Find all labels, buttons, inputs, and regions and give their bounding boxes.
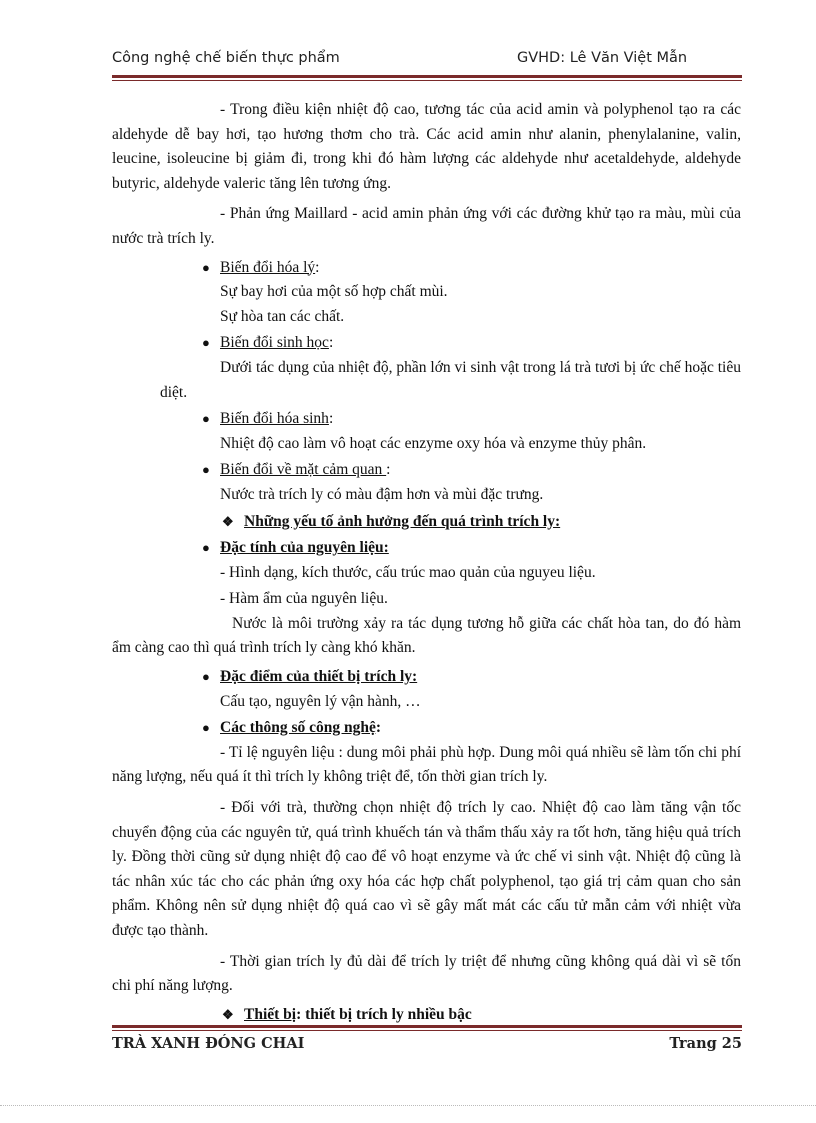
paragraph: Nước là môi trường xảy ra tác dụng tương hỗ giữa các chất hòa tan, do đó hàm ẩm càng cao thì quá trình trích ly càng khó khăn. xyxy=(112,614,741,657)
bullet-title: Đặc điểm của thiết bị trích ly: xyxy=(220,668,418,686)
diamond-bullet-icon: ❖ xyxy=(222,513,234,529)
paragraph: - Thời gian trích ly đủ dài để trích ly triệt để nhưng cũng không quá dài vì sẽ tốn chi phí năng lượng. xyxy=(112,952,741,995)
bullet-title: Các thông số công nghệ xyxy=(220,719,376,737)
bullet-title: Biến đổi hóa lý xyxy=(220,258,316,276)
header-rule-thin xyxy=(112,80,742,81)
page-footer xyxy=(112,1035,742,1057)
footer-rule xyxy=(112,1025,742,1028)
paragraph: - Tỉ lệ nguyên liệu : dung môi phải phù hợp. Dung môi quá nhiều sẽ làm tốn chi phí năng lượng, nếu quá ít thì trích ly không triệt để, tốn thời gian trích ly. xyxy=(112,743,741,786)
bullet-line: Sự bay hơi của một số hợp chất mùi. xyxy=(220,283,448,301)
bullet-title: Biến đổi về mặt cảm quan xyxy=(220,461,387,479)
bullet-line: Nhiệt độ cao làm vô hoạt các enzyme oxy hóa và enzyme thủy phân. xyxy=(220,434,647,452)
bullet-line: Nước trà trích ly có màu đậm hơn và mùi đặc trưng. xyxy=(220,485,544,503)
footer-document-title: TRÀ XANH ĐÓNG CHAI xyxy=(112,1035,305,1052)
bullet-item: ● Biến đổi về mặt cảm quan : xyxy=(112,458,741,483)
header-instructor: GVHD: Lê Văn Việt Mẫn xyxy=(517,50,688,66)
bullet-item xyxy=(112,665,741,690)
paragraph: - Trong điều kiện nhiệt độ cao, tương tác của acid amin và polyphenol tạo ra các aldehyde dễ bay hơi, tạo hương thơm cho trà. Các acid amin như alanin, phenylalanine, valin, leucine, isoleucine bị giảm đi, trong khi đó hàm lượng các aldehyde như acetaldehyde, aldehyde butyric, aldehyde valeric tăng lên tương ứng. xyxy=(112,101,741,192)
bullet-line: - Hàm ẩm của nguyên liệu. xyxy=(220,590,388,608)
bullet-item: ● Biến đổi hóa lý: xyxy=(112,256,741,281)
bullet-icon: ● xyxy=(202,720,210,736)
bullet-title: Biến đổi hóa sinh xyxy=(220,410,329,428)
bullet-icon: ● xyxy=(202,540,210,556)
bullet-line: - Hình dạng, kích thước, cấu trúc mao quản của nguyeu liệu. xyxy=(220,563,596,581)
bullet-icon: ● xyxy=(202,411,210,427)
bullet-icon: ● xyxy=(202,335,210,351)
paragraph: - Đối với trà, thường chọn nhiệt độ trích ly cao. Nhiệt độ cao làm tăng vận tốc chuyển động của các nguyên tử, quá trình khuếch tán và thẩm thấu xảy ra tốt hơn, tăng hiệu quả trích ly. Đồng thời cũng sử dụng nhiệt độ cao để vô hoạt enzyme và ức chế vi sinh vật. Nhiệt độ cũng là tác nhân xúc tác cho các phản ứng oxy hóa các hợp chất polyphenol, tạo giá trị cảm quan cho sản phẩm. Không nên sử dụng nhiệt độ quá cao vì sẽ gây mất mát các cấu tử mẫn cảm với nhiệt vừa được tạo thành. xyxy=(112,799,741,939)
page-edge-divider xyxy=(0,1105,816,1106)
bullet-item: ● Biến đổi hóa sinh: xyxy=(112,407,741,432)
bullet-icon: ● xyxy=(202,462,210,478)
bullet-item: ● Biến đổi sinh học: xyxy=(112,331,741,356)
header-rule xyxy=(112,75,742,78)
bullet-icon: ● xyxy=(202,259,210,275)
header-course-title: Công nghệ chế biến thực phẩm xyxy=(112,50,340,66)
bullet-paragraph: Dưới tác dụng của nhiệt độ, phần lớn vi sinh vật trong lá trà tươi bị ức chế hoặc tiêu diệt. xyxy=(160,358,741,401)
bullet-line: Sự hòa tan các chất. xyxy=(220,307,345,325)
page-number: Trang 25 xyxy=(669,1035,742,1052)
section-heading: ❖ Thiết bị: thiết bị trích ly nhiều bậc xyxy=(112,1003,741,1028)
bullet-title: Biến đổi sinh học xyxy=(220,334,329,352)
bullet-icon: ● xyxy=(202,669,210,685)
bullet-item xyxy=(112,536,741,561)
page-header xyxy=(112,50,741,74)
bullet-title: Đặc tính của nguyên liệu: xyxy=(220,539,389,557)
footer-rule-thin xyxy=(112,1030,742,1031)
diamond-bullet-icon: ❖ xyxy=(222,1006,234,1022)
bullet-item: ● Các thông số công nghệ: xyxy=(112,716,741,741)
bullet-line: Cấu tạo, nguyên lý vận hành, … xyxy=(220,692,421,710)
paragraph: - Phản ứng Maillard - acid amin phản ứng với các đường khử tạo ra màu, mùi của nước trà trích ly. xyxy=(112,205,741,247)
section-heading: ❖ Những yếu tố ảnh hưởng đến quá trình trích ly: xyxy=(112,510,741,535)
page-body xyxy=(112,98,741,1027)
